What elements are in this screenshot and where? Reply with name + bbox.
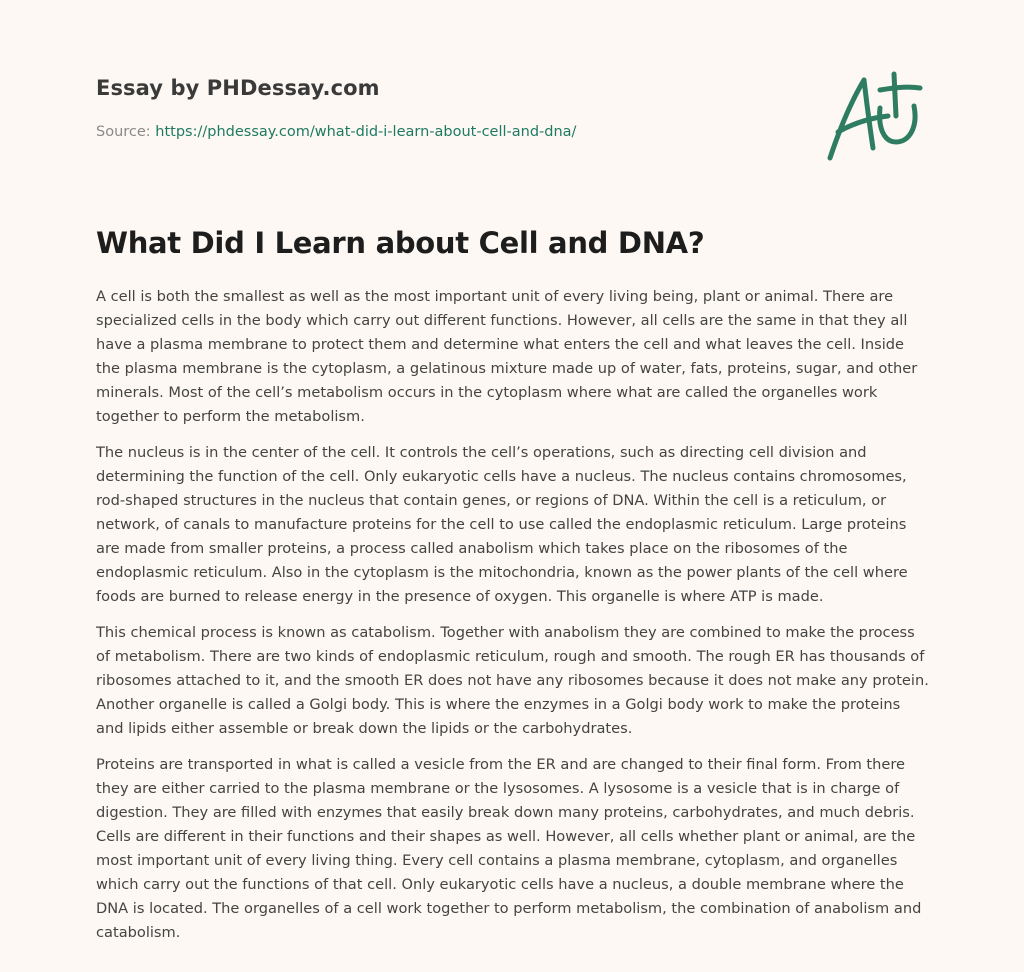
paragraph: The nucleus is in the center of the cell. It controls the cell’s operations, such as directing cell division and determining the function of the cell. Only eukaryotic cells have a nucleus. The nucleus contains chromosomes, rod-shaped structures in the nucleus that contain genes, or regions of DNA. Within the cell is a reticulum, or network, of canals to manufacture proteins for the cell to use called the endoplasmic reticulum. Large proteins are made from smaller proteins, a process called anabolism which takes place on the ribosomes of the endoplasmic reticulum. Also in the cytoplasm is the mitochondria, known as the power plants of the cell where foods are burned to release energy in the presence of oxygen. This organelle is where ATP is made. — [96, 444, 908, 605]
source-line — [96, 124, 576, 140]
source-link[interactable]: https://phdessay.com/what-did-i-learn-about-cell-and-dna/ — [155, 124, 577, 140]
a-plus-logo-icon — [818, 66, 930, 166]
essay-body — [96, 285, 932, 957]
source-label: Source: — [96, 124, 156, 140]
essay-title: What Did I Learn about Cell and DNA? — [96, 226, 705, 260]
paragraph: Proteins are transported in what is called a vesicle from the ER and are changed to their final form. From there they are either carried to the plasma membrane or the lysosomes. A lysosome is a vesicle that is in charge of digestion. They are filled with enzymes that easily break down many proteins, carbohydrates, and much debris. Cells are different in their functions and their shapes as well. However, all cells whether plant or animal, are the most important unit of every living thing. Every cell contains a plasma membrane, cytoplasm, and organelles which carry out the functions of that cell. Only eukaryotic cells have a nucleus, a double membrane where the DNA is located. The organelles of a cell work together to perform metabolism, the combination of anabolism and catabolism. — [96, 756, 922, 941]
brand-title: Essay by PHDessay.com — [96, 76, 380, 100]
paragraph: A cell is both the smallest as well as the most important unit of every living being, plant or animal. There are specialized cells in the body which carry out different functions. However, all cells are the same in that they all have a plasma membrane to protect them and determine what enters the cell and what leaves the cell. Inside the plasma membrane is the cytoplasm, a gelatinous mixture made up of water, fats, proteins, sugar, and other minerals. Most of the cell’s metabolism occurs in the cytoplasm where what are called the organelles work together to perform the metabolism. — [96, 288, 918, 425]
paragraph: This chemical process is known as catabolism. Together with anabolism they are combined to make the process of metabolism. There are two kinds of endoplasmic reticulum, rough and smooth. The rough ER has thousands of ribosomes attached to it, and the smooth ER does not have any ribosomes because it does not make any protein. Another organelle is called a Golgi body. This is where the enzymes in a Golgi body work to make the proteins and lipids either assemble or break down the lipids or the carbohydrates. — [96, 624, 929, 737]
